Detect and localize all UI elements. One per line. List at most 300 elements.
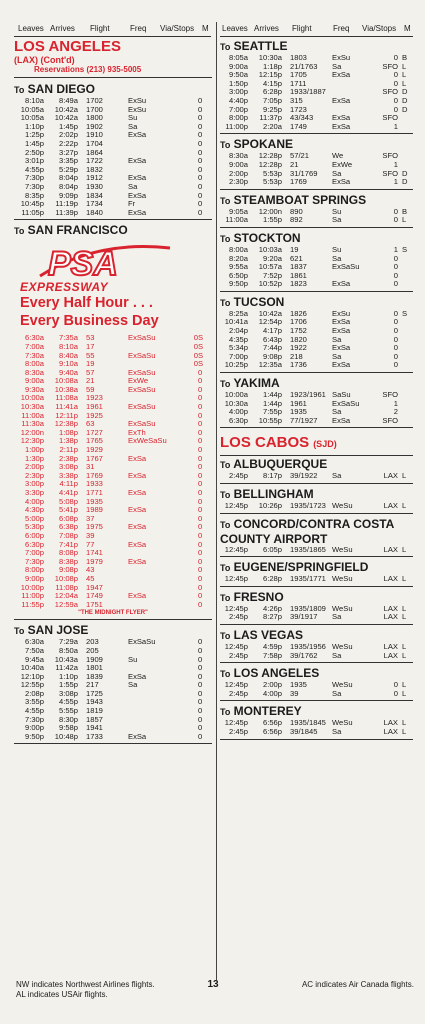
meal-code: 0 xyxy=(198,645,203,655)
arrival-time: 9:10a xyxy=(58,359,78,369)
departure-time: 1:50p xyxy=(228,78,248,88)
frequency: SaSu xyxy=(332,390,351,400)
meal-code: 0 xyxy=(198,688,203,698)
destination-stockton xyxy=(220,230,413,292)
meal-code: L xyxy=(402,78,407,88)
departure-time: 6:30p xyxy=(228,415,248,425)
frequency: ExSa xyxy=(128,470,147,480)
meal-code: S xyxy=(198,333,204,343)
departure-time: 4:35p xyxy=(228,334,248,344)
to-label: To xyxy=(220,490,231,500)
meal-code: 0 xyxy=(198,671,203,681)
departure-time: 2:50p xyxy=(24,147,44,157)
frequency: ExSaSu xyxy=(128,419,156,429)
destination-los-angeles xyxy=(220,665,413,701)
flight-number: 1752 xyxy=(290,326,307,336)
arrival-time: 5:08p xyxy=(58,496,78,506)
footer-notes-left xyxy=(16,980,206,1000)
to-label: To xyxy=(14,626,25,637)
destination-name: STOCKTON xyxy=(233,230,301,245)
arrival-time: 7:35a xyxy=(58,333,78,343)
destination-san-jose xyxy=(14,622,212,744)
flight-number: 1722 xyxy=(86,156,103,166)
flight-number: 1840 xyxy=(86,207,103,217)
arrival-time: 5:41p xyxy=(58,505,78,515)
flight-number: 1902 xyxy=(86,121,103,131)
flight-number: 1961 xyxy=(86,402,103,412)
flight-number: 1910 xyxy=(86,130,103,140)
flight-number: 37 xyxy=(86,513,95,523)
flight-number: 1749 xyxy=(86,591,103,601)
frequency: WeSu xyxy=(332,501,353,510)
footnote-nw: NW indicates Northwest Airlines flights. xyxy=(16,980,155,989)
departure-time: 2:00p xyxy=(24,462,44,472)
frequency: ExWe xyxy=(128,376,149,386)
frequency: Sa xyxy=(332,334,342,344)
departure-time: 10:05a xyxy=(20,113,44,123)
destination-name: LOS ANGELES xyxy=(233,666,320,681)
destination-heading xyxy=(220,375,413,391)
arrival-time: 6:43p xyxy=(262,334,282,344)
frequency: ExSa xyxy=(332,279,351,289)
via-stops: LAX xyxy=(383,603,398,613)
arrival-time: 6:08p xyxy=(58,513,78,523)
arrival-time: 10:57a xyxy=(258,262,282,272)
arrival-time: 1:55p xyxy=(58,680,78,690)
departure-time: 2:00p xyxy=(228,168,248,178)
frequency: ExSa xyxy=(128,488,147,497)
arrival-time: 10:43a xyxy=(54,654,78,664)
flight-number: 1947 xyxy=(86,582,103,592)
arrival-time: 6:28p xyxy=(262,574,282,584)
psa-expressway-ad xyxy=(14,238,212,334)
header-arrives: Arrives xyxy=(50,24,75,33)
destination-name: SAN FRANCISCO xyxy=(27,223,128,238)
header-freq: Freq xyxy=(333,24,350,33)
arrival-time: 11:37p xyxy=(259,113,282,123)
departure-time: 1:30p xyxy=(24,453,44,463)
flight-number: 203 xyxy=(86,637,99,647)
meal-code: L xyxy=(402,471,407,481)
frequency: ExTh xyxy=(128,427,146,437)
schedule-row xyxy=(14,733,212,742)
arrival-time: 12:38p xyxy=(54,419,78,429)
departure-time: 12:55p xyxy=(20,680,44,690)
frequency: ExWeSaSu xyxy=(128,436,167,446)
departure-time: 12:45p xyxy=(224,544,248,554)
via-stops: 0 xyxy=(393,308,398,318)
flight-number: 621 xyxy=(290,253,303,263)
meal-code: 0 xyxy=(198,376,203,386)
midnight-flyer-note: "THE MIDNIGHT FLYER" xyxy=(78,610,148,617)
left-column xyxy=(14,38,212,982)
arrival-time: 4:41p xyxy=(58,488,78,497)
frequency: ExSaSu xyxy=(128,367,156,377)
arrival-time: 6:05p xyxy=(262,544,282,554)
via-stops: 0 xyxy=(393,680,398,690)
arrival-time: 11:19p xyxy=(55,199,78,209)
origin-city-name: LOS ANGELES xyxy=(14,38,121,55)
meal-code: 0 xyxy=(198,680,203,690)
arrival-time: 4:15p xyxy=(262,78,282,88)
arrival-time: 1:10p xyxy=(58,671,78,681)
departure-time: 11:30a xyxy=(21,419,44,429)
flight-number: 1749 xyxy=(290,121,307,131)
arrival-time: 1:08p xyxy=(58,427,78,437)
column-divider xyxy=(216,22,217,980)
meal-code: S xyxy=(198,350,204,360)
departure-time: 12:10p xyxy=(20,671,44,681)
meal-code: 0 xyxy=(198,367,203,377)
footnote-ac: AC indicates Air Canada flights. xyxy=(301,980,414,989)
meal-code: 0 xyxy=(198,138,203,148)
origin-city-los-angeles xyxy=(14,38,212,78)
flight-number: 1702 xyxy=(86,96,103,105)
flight-number: 205 xyxy=(86,645,99,655)
arrival-time: 8:08p xyxy=(58,548,78,558)
destination-heading xyxy=(220,230,413,246)
frequency: ExSa xyxy=(332,360,351,370)
flight-number: 55 xyxy=(86,350,95,360)
psa-logo xyxy=(36,242,176,280)
destination-name: SAN JOSE xyxy=(27,623,89,638)
via-stops: SFO xyxy=(382,87,398,97)
departure-time: 9:00p xyxy=(24,573,44,583)
arrival-time: 6:28p xyxy=(262,87,282,97)
arrival-time: 1:44p xyxy=(262,398,282,408)
origin-city-code: (LAX) (Cont'd) xyxy=(14,55,75,65)
departure-time: 12:45p xyxy=(224,680,248,690)
arrival-time: 11:41a xyxy=(55,402,78,412)
meal-code: L xyxy=(402,718,407,728)
destination-heading xyxy=(220,589,413,605)
meal-code: 0 xyxy=(198,530,203,540)
to-label: To xyxy=(220,669,231,680)
arrival-time: 7:52p xyxy=(262,270,282,280)
departure-time: 1:25p xyxy=(24,130,44,140)
flight-number: 1751 xyxy=(86,599,103,609)
flight-number: 1935 xyxy=(290,407,307,417)
meal-code: 0 xyxy=(198,479,203,489)
frequency: ExSa xyxy=(128,505,147,515)
flight-number: 1909 xyxy=(86,654,103,664)
flight-number: 1935/1956 xyxy=(290,641,326,651)
departure-time: 10:45p xyxy=(20,199,44,209)
frequency: ExSa xyxy=(128,190,147,200)
destination-heading xyxy=(14,81,212,97)
arrival-time: 8:30p xyxy=(58,714,78,724)
destination-heading xyxy=(220,627,413,643)
arrival-time: 5:53p xyxy=(262,168,282,178)
departure-time: 3:30p xyxy=(24,488,44,497)
destination-name: SPOKANE xyxy=(233,137,294,152)
meal-code: 0 xyxy=(198,723,203,733)
departure-time: 10:30a xyxy=(20,402,44,412)
flight-number: 1733 xyxy=(86,731,103,741)
flight-number: 1923/1961 xyxy=(290,390,326,400)
meal-code: S xyxy=(198,341,204,351)
flight-number: 890 xyxy=(290,206,303,216)
flight-number: 1700 xyxy=(86,104,103,114)
meal-code: 0 xyxy=(198,130,203,140)
arrival-time: 9:58p xyxy=(58,723,78,733)
frequency: ExSaSu xyxy=(332,398,360,408)
arrival-time: 10:42a xyxy=(258,308,282,318)
schedule-row xyxy=(220,681,413,690)
frequency: ExSa xyxy=(128,173,147,183)
frequency: WeSu xyxy=(332,718,353,728)
departure-time: 10:30a xyxy=(224,398,248,408)
meal-code: 0 xyxy=(198,207,203,217)
arrival-time: 2:38p xyxy=(58,453,78,463)
departure-time: 10:25p xyxy=(224,360,248,370)
departure-time: 11:05p xyxy=(21,207,44,217)
departure-time: 1:45p xyxy=(24,138,44,148)
frequency: ExSaSu xyxy=(128,402,156,412)
flight-number: 43 xyxy=(86,565,95,575)
flight-number: 1800 xyxy=(86,113,103,123)
departure-time: 2:04p xyxy=(228,326,248,336)
origin-city-block xyxy=(220,434,413,456)
flight-number: 1989 xyxy=(86,505,103,515)
meal-code: 0 xyxy=(198,445,203,455)
expressway-label: EXPRESSWAY xyxy=(20,280,109,295)
flight-number: 43/343 xyxy=(290,113,314,123)
via-stops: 1 xyxy=(393,159,398,169)
departure-time: 6:30a xyxy=(24,637,44,647)
to-label: To xyxy=(220,592,231,603)
flight-number: 1929 xyxy=(86,445,103,455)
flight-number: 1704 xyxy=(86,138,103,148)
meal-code: L xyxy=(402,641,407,651)
flight-number: 31/1769 xyxy=(290,168,318,178)
schedule-row xyxy=(220,361,413,370)
header-meals: M xyxy=(404,24,411,33)
flight-number: 1741 xyxy=(86,548,103,558)
meal-code: 0 xyxy=(198,402,203,412)
meal-code: 0 xyxy=(198,591,203,601)
departure-time: 7:50a xyxy=(24,645,44,655)
arrival-time: 1:18p xyxy=(262,61,282,71)
meal-code: L xyxy=(402,688,407,698)
departure-time: 2:30p xyxy=(24,470,44,480)
schedule-row xyxy=(220,272,413,281)
to-label: To xyxy=(220,233,231,244)
schedule-row xyxy=(220,255,413,264)
meal-code: L xyxy=(402,544,407,554)
departure-time: 3:00p xyxy=(228,87,248,97)
meal-code: 0 xyxy=(198,462,203,472)
flight-number: 45 xyxy=(86,573,95,583)
flight-number: 1711 xyxy=(290,78,307,88)
departure-time: 3:55p xyxy=(24,697,44,707)
arrival-time: 7:08p xyxy=(58,530,78,540)
arrival-time: 10:42a xyxy=(54,104,78,114)
departure-time: 12:45p xyxy=(224,641,248,651)
via-stops: 0 xyxy=(393,334,398,344)
arrival-time: 12:28p xyxy=(258,159,282,169)
arrival-time: 4:55p xyxy=(58,697,78,707)
via-stops: 0 xyxy=(393,206,398,216)
meal-code: L xyxy=(402,680,407,690)
departure-time: 2:45p xyxy=(228,650,248,660)
tagline-business-day: Every Business Day xyxy=(20,313,159,330)
arrival-time: 10:03a xyxy=(258,244,282,254)
via-stops: 0 xyxy=(393,270,398,280)
arrival-time: 6:38p xyxy=(58,522,78,532)
flight-number: 39/1922 xyxy=(290,471,318,481)
frequency: ExSa xyxy=(128,453,147,463)
to-label: To xyxy=(220,195,231,206)
via-stops: 1 xyxy=(393,121,398,131)
schedule-row xyxy=(220,152,413,161)
departure-time: 7:00p xyxy=(228,104,248,114)
departure-time: 7:30p xyxy=(24,714,44,724)
flight-number: 21 xyxy=(86,376,95,386)
to-label: To xyxy=(220,379,231,390)
meal-code: 0 xyxy=(198,199,203,209)
via-stops: LAX xyxy=(383,501,398,510)
departure-time: 2:08p xyxy=(24,688,44,698)
schedule-row xyxy=(220,417,413,426)
departure-time: 9:00p xyxy=(24,723,44,733)
header-flight: Flight xyxy=(90,24,110,33)
departure-time: 1:00p xyxy=(24,445,44,455)
flight-number: 1933/1887 xyxy=(290,87,326,97)
departure-time: 11:00p xyxy=(21,591,44,601)
meal-code: 0 xyxy=(198,582,203,592)
meal-code: 0 xyxy=(198,548,203,558)
departure-time: 9:00a xyxy=(228,61,248,71)
arrival-time: 8:38p xyxy=(58,556,78,566)
frequency: ExSaSu xyxy=(128,350,156,360)
arrival-time: 2:20a xyxy=(262,121,282,131)
frequency: WeSu xyxy=(332,641,353,651)
page-number: 13 xyxy=(207,979,219,990)
arrival-time: 9:40a xyxy=(58,367,78,377)
frequency: ExSaSu xyxy=(128,333,156,343)
arrival-time: 1:38p xyxy=(58,436,78,446)
arrival-time: 2:11p xyxy=(59,445,78,455)
meal-code: D xyxy=(402,104,408,114)
frequency: Sa xyxy=(332,726,342,736)
frequency: Sa xyxy=(332,407,342,417)
departure-time: 6:00p xyxy=(24,530,44,540)
frequency: ExSa xyxy=(128,130,147,140)
arrival-time: 7:58p xyxy=(262,650,282,660)
frequency: ExSa xyxy=(128,671,147,681)
frequency: Sa xyxy=(128,181,138,191)
flight-number: 1935/1771 xyxy=(290,574,326,584)
via-stops: LAX xyxy=(383,650,398,660)
arrival-time: 1:44p xyxy=(262,390,282,400)
schedule-row xyxy=(220,472,413,481)
destination-name: CONCORD/CONTRA COSTA COUNTY AIRPORT xyxy=(220,516,394,546)
arrival-time: 10:38a xyxy=(54,384,78,394)
via-stops: 0 xyxy=(393,253,398,263)
flight-number: 1767 xyxy=(86,453,103,463)
schedule-row xyxy=(220,263,413,272)
arrival-time: 11:39p xyxy=(55,207,78,217)
destination-name: LAS VEGAS xyxy=(233,627,304,642)
flight-number: 1925 xyxy=(86,410,103,420)
arrival-time: 3:35p xyxy=(58,156,78,166)
meal-code: 0 xyxy=(198,706,203,716)
arrival-time: 12:11p xyxy=(55,410,78,420)
flight-number: 1979 xyxy=(86,556,103,566)
meal-code: 0 xyxy=(198,714,203,724)
via-stops: LAX xyxy=(383,612,398,622)
flight-number: 217 xyxy=(86,680,99,690)
arrival-time: 9:09p xyxy=(58,190,78,200)
departure-time: 4:30p xyxy=(24,505,44,515)
meal-code: 0 xyxy=(198,164,203,174)
via-stops: 2 xyxy=(393,407,398,417)
destination-name: SEATTLE xyxy=(233,39,288,53)
departure-time: 8:30a xyxy=(24,367,44,377)
destination-name: FRESNO xyxy=(233,589,284,604)
departure-time: 9:00a xyxy=(228,159,248,169)
departure-time: 8:35p xyxy=(24,190,44,200)
arrival-time: 4:11p xyxy=(59,479,78,489)
flight-number: 1803 xyxy=(290,53,307,62)
via-stops: 0 xyxy=(393,95,398,105)
flight-number: 1801 xyxy=(86,663,103,673)
column-header-right xyxy=(220,22,413,37)
departure-time: 12:00n xyxy=(20,427,44,437)
departure-time: 2:45p xyxy=(228,471,248,481)
frequency: Sa xyxy=(332,612,342,622)
arrival-time: 8:40a xyxy=(58,350,78,360)
arrival-time: 12:35a xyxy=(258,360,282,370)
flight-number: 1975 xyxy=(86,522,103,532)
destination-name: SAN DIEGO xyxy=(27,82,96,96)
flight-number: 1705 xyxy=(290,70,307,80)
via-stops: SFO xyxy=(382,168,398,178)
timetable-page xyxy=(14,22,414,999)
arrival-time: 11:08a xyxy=(55,393,78,403)
flight-number: 1935/1723 xyxy=(290,501,326,510)
destination-heading xyxy=(220,486,413,502)
meal-code: 0 xyxy=(198,565,203,575)
via-stops: SFO xyxy=(382,415,398,425)
meal-code: 0 xyxy=(198,470,203,480)
via-stops: LAX xyxy=(383,726,398,736)
schedule-row xyxy=(220,71,413,80)
flight-number: 39/1917 xyxy=(290,612,318,622)
flight-number: 53 xyxy=(86,333,95,343)
departure-time: 12:45p xyxy=(224,718,248,728)
arrival-time: 5:53p xyxy=(262,177,282,187)
arrival-time: 12:00n xyxy=(258,206,282,216)
departure-time: 7:30p xyxy=(24,556,44,566)
frequency: ExSu xyxy=(332,53,351,62)
via-stops: LAX xyxy=(383,471,398,481)
departure-time: 7:00p xyxy=(24,548,44,558)
via-stops: SFO xyxy=(382,61,398,71)
frequency: ExWe xyxy=(332,159,353,169)
flight-number: 19 xyxy=(86,359,95,369)
departure-time: 5:34p xyxy=(228,343,248,353)
via-stops: LAX xyxy=(383,574,398,584)
arrival-time: 8:04p xyxy=(58,181,78,191)
meal-code: S xyxy=(402,244,408,254)
destination-steamboat-springs xyxy=(220,192,413,228)
frequency: Sa xyxy=(332,688,342,698)
arrival-time: 9:08p xyxy=(58,565,78,575)
departure-time: 12:30p xyxy=(20,436,44,446)
arrival-time: 6:56p xyxy=(262,726,282,736)
